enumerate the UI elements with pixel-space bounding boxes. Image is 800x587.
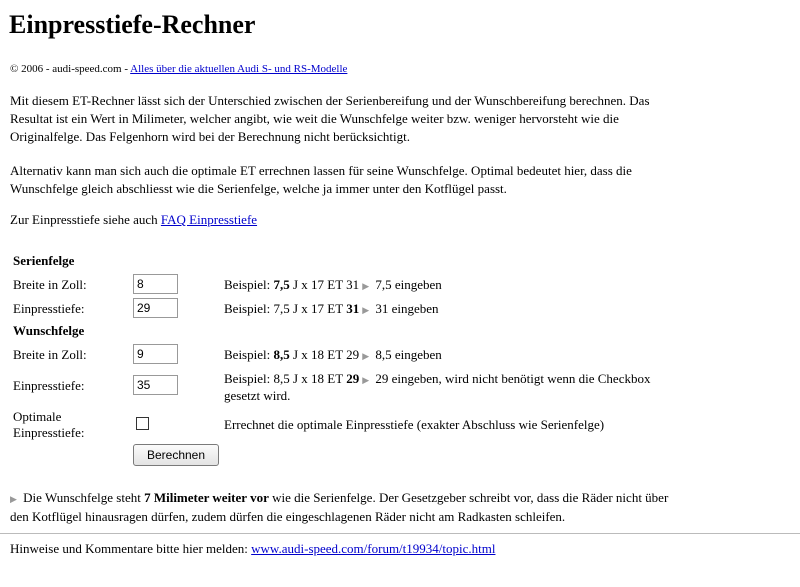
serie-breite-label: Breite in Zoll: — [13, 277, 87, 292]
divider — [0, 533, 800, 534]
wunsch-breite-label: Breite in Zoll: — [13, 347, 87, 362]
wunsch-et-label: Einpresstiefe: — [13, 378, 85, 393]
hint-text: Beispiel: 8,5 J x 18 ET — [224, 371, 347, 386]
serie-et-input[interactable] — [133, 298, 178, 318]
hint-bold: 29 — [346, 371, 360, 386]
wunschfelge-heading: Wunschfelge — [13, 323, 85, 338]
serie-et-hint — [224, 301, 684, 318]
triangle-right-icon: ▶ — [362, 305, 370, 315]
hint-text: 29 eingeben, wird nicht benötigt wenn die Checkbox gesetzt wird. — [224, 371, 651, 403]
wunsch-et-hint — [224, 371, 674, 404]
hint-text: 8,5 eingeben — [372, 347, 442, 362]
triangle-right-icon: ▶ — [362, 375, 370, 385]
footer-text: Hinweise und Kommentare bitte hier melden: — [10, 541, 252, 556]
hint-text: 7,5 eingeben — [372, 277, 442, 292]
copyright-text: © 2006 - audi-speed.com - — [10, 63, 131, 75]
hint-text: J x 17 ET 31 — [289, 277, 360, 292]
result-post: wie die Serienfelge. Der Gesetzgeber schreibt vor, dass die Räder nicht über den Kotflügel hinausragen dürfen, zudem dürfen die eingeschlagenen Räder nicht am Radkasten schleifen. — [10, 490, 669, 524]
intro-paragraph-2: Alternativ kann man sich auch die optimale ET errechnen lassen für seine Wunschfelge. Optimal bedeutet hier, dass die Wunschfelge gleich abschliesst wie die Serienfelge, welche ja immer unter den Kotflügel passt. — [10, 163, 632, 196]
audi-models-link[interactable]: Alles über die aktuellen Audi S- und RS-Modelle — [130, 63, 348, 75]
optimal-et-label: Optimale Einpresstiefe: — [13, 409, 85, 440]
triangle-right-icon: ▶ — [362, 281, 370, 291]
hint-bold: 7,5 — [273, 277, 290, 292]
optimal-et-checkbox[interactable] — [136, 417, 149, 430]
hint-text: J x 18 ET 29 — [289, 347, 360, 362]
serie-breite-hint — [224, 277, 684, 294]
result-bold: 7 Milimeter weiter vor — [144, 490, 269, 505]
hint-bold: 31 — [346, 301, 360, 316]
hint-bold: 8,5 — [273, 347, 290, 362]
wunsch-breite-hint — [224, 347, 684, 364]
intro-paragraph-3 — [10, 211, 690, 229]
serienfelge-heading: Serienfelge — [13, 253, 75, 268]
hint-text: Beispiel: — [224, 347, 274, 362]
faq-prefix: Zur Einpresstiefe siehe auch — [10, 212, 161, 227]
hint-text: Beispiel: — [224, 277, 274, 292]
triangle-right-icon: ▶ — [10, 494, 17, 504]
serie-breite-input[interactable] — [133, 274, 178, 294]
result-pre: Die Wunschfelge steht — [19, 490, 145, 505]
page-title: Einpresstiefe-Rechner — [9, 10, 256, 39]
hint-text: Beispiel: 7,5 J x 17 ET — [224, 301, 347, 316]
footer — [10, 541, 495, 557]
triangle-right-icon: ▶ — [362, 351, 370, 361]
copyright-line — [10, 62, 347, 76]
optimal-et-hint: Errechnet die optimale Einpresstiefe (exakter Abschluss wie Serienfelge) — [224, 417, 605, 432]
forum-topic-link[interactable]: www.audi-speed.com/forum/t19934/topic.html — [251, 541, 496, 556]
wunsch-et-input[interactable] — [133, 375, 178, 395]
hint-text: 31 eingeben — [372, 301, 439, 316]
result-text — [10, 489, 690, 526]
wunsch-breite-input[interactable] — [133, 344, 178, 364]
berechnen-button[interactable]: Berechnen — [133, 444, 219, 466]
intro-paragraph-1: Mit diesem ET-Rechner lässt sich der Unterschied zwischen der Serienbereifung und der Wunschbereifung berechnen. Das Resultat ist ein Wert in Milimeter, welcher angibt, wie weit die Wunschfelge weiter bzw. weniger hervorsteht wie die Originalfelge. Das Felgenhorn wird bei der Berechnung nicht berücksichtigt. — [10, 93, 650, 144]
serie-et-label: Einpresstiefe: — [13, 301, 85, 316]
faq-einpresstiefe-link[interactable]: FAQ Einpresstiefe — [160, 212, 258, 227]
